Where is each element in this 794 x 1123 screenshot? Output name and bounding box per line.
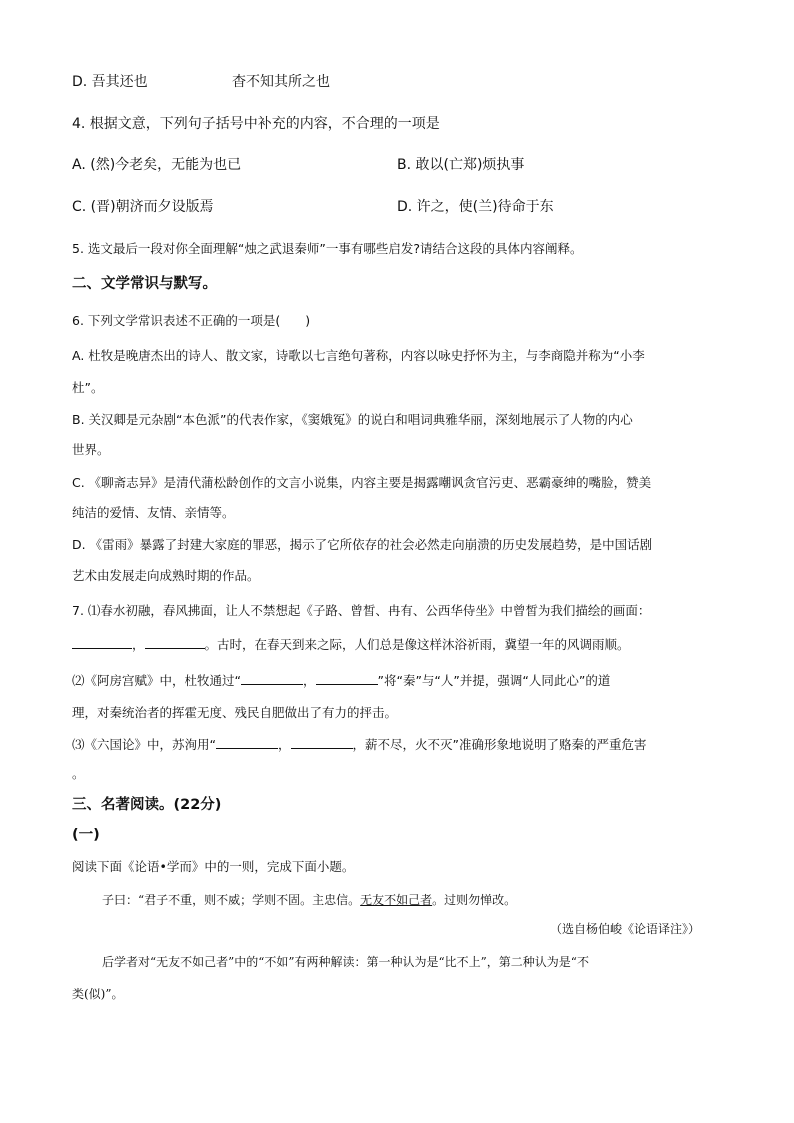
- answer-blank[interactable]: [316, 671, 378, 685]
- q7-part3-prefix: ⑶《六国论》中，苏洵用“: [72, 737, 216, 752]
- answer-blank[interactable]: [241, 671, 303, 685]
- reading-commentary-line1: 后学者对“无友不如己者”中的“不如”有两种解读：第一种认为是“比不上”，第二种认为是“不: [102, 955, 589, 969]
- q6-option-a-line1: A. 杜牧是晚唐杰出的诗人、散文家，诗歌以七言绝句著称，内容以咏史抒怀为主，与李商隐并称为“小李: [72, 348, 645, 363]
- answer-blank[interactable]: [72, 635, 132, 649]
- q6-option-a-line2: 杜”。: [72, 380, 104, 395]
- q7-part2-line2: 理，对秦统治者的挥霍无度、残民自肥做出了有力的抨击。: [72, 705, 398, 720]
- q7-part3-line2: 。: [72, 766, 85, 781]
- quote-text: 子曰：“君子不重，则不威；学则不固。主忠信。: [102, 893, 361, 907]
- separator: ，: [132, 637, 145, 652]
- q7-part2-line1: [72, 671, 610, 691]
- q7-part2-suffix: ”将“秦”与“人”并提，强调“人同此心”的道: [377, 673, 611, 688]
- q7-part1-line1: 7. ⑴春水初融，春风拂面，让人不禁想起《子路、曾皙、冉有、公西华侍坐》中曾皙为我们描绘的画面：: [72, 603, 651, 618]
- answer-blank[interactable]: [291, 735, 353, 749]
- q6-option-b-line1: B. 关汉卿是元杂剧“本色派”的代表作家，《窦娥冤》的说白和唱词典雅华丽，深刻地展示了人物的内心: [72, 412, 633, 427]
- answer-blank[interactable]: [145, 635, 205, 649]
- section3-title: 三、名著阅读。(22分): [72, 797, 222, 813]
- separator: ，: [302, 673, 316, 688]
- q7-part3-suffix: ，薪不尽，火不灭”准确形象地说明了赂秦的严重危害: [352, 737, 647, 752]
- quote-text: 。过则勿惮改。: [432, 893, 517, 907]
- q6-option-d-line2: 艺术由发展走向成熟时期的作品。: [72, 568, 260, 583]
- q4-option-b: B. 敢以(亡郑)烦执事: [397, 157, 525, 173]
- reading-intro: 阅读下面《论语•学而》中的一则，完成下面小题。: [72, 859, 355, 874]
- q4-option-c: C. (晋)朝济而夕设版焉: [72, 199, 214, 215]
- reading-commentary-line2: 类(似)”。: [72, 987, 124, 1001]
- section2-title: 二、文学常识与默写。: [72, 276, 217, 292]
- section3-subtitle: (一): [72, 827, 100, 843]
- q4-stem: 4. 根据文意，下列句子括号中补充的内容，不合理的一项是: [72, 116, 440, 132]
- q6-option-c-line1: C. 《聊斋志异》是清代蒲松龄创作的文言小说集，内容主要是揭露嘲讽贪官污吏、恶霸豪绅的嘴脸，赞美: [72, 475, 652, 490]
- q5-stem: 5. 选文最后一段对你全面理解“烛之武退秦师”一事有哪些启发?请结合这段的具体内容阐释。: [72, 241, 583, 256]
- q3-option-d: D. 吾其还也: [72, 74, 148, 90]
- q4-option-d: D. 许之，使(兰)待命于东: [397, 199, 554, 215]
- answer-blank[interactable]: [216, 735, 278, 749]
- q6-stem: 6. 下列文学常识表述不正确的一项是( ): [72, 313, 311, 328]
- separator: ，: [277, 737, 291, 752]
- q3-option-d-second: 杳不知其所之也: [232, 74, 330, 90]
- q7-part2-prefix: ⑵《阿房宫赋》中，杜牧通过“: [72, 673, 241, 688]
- q4-option-a: A. (然)今老矣，无能为也已: [72, 157, 242, 173]
- reading-quote: [102, 890, 516, 910]
- q7-part1-line2: [72, 635, 630, 655]
- reading-source: （选自杨伯峻《论语译注》）: [550, 922, 701, 936]
- q7-part1-rest: 。古时，在春天到来之际，人们总是像这样沐浴祈雨，冀望一年的风调雨顺。: [204, 637, 630, 652]
- quote-underlined: 无友不如己者: [360, 893, 433, 907]
- q6-option-b-line2: 世界。: [72, 442, 110, 457]
- q6-option-c-line2: 纯洁的爱情、友情、亲情等。: [72, 505, 235, 520]
- q7-part3-line1: [72, 735, 646, 755]
- q6-option-d-line1: D. 《雷雨》暴露了封建大家庭的罪恶，揭示了它所依存的社会必然走向崩溃的历史发展趋势，是中国话剧: [72, 537, 653, 552]
